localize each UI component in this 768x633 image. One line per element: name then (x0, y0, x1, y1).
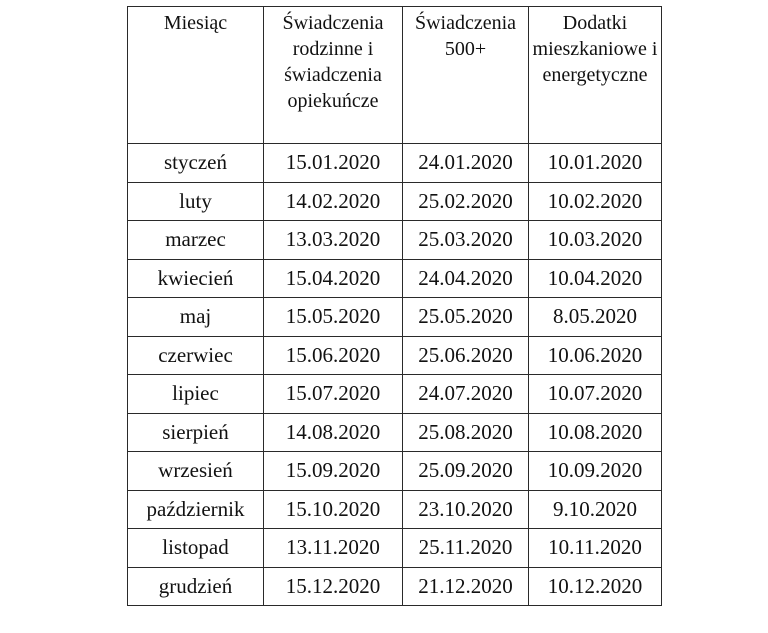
cell-family-benefits-date: 14.02.2020 (264, 182, 403, 221)
header-family-benefits (264, 7, 403, 144)
cell-housing-date: 10.07.2020 (529, 375, 662, 414)
cell-500-plus-date: 25.11.2020 (403, 529, 529, 568)
cell-month: kwiecień (128, 259, 264, 298)
cell-500-plus-date: 25.05.2020 (403, 298, 529, 337)
cell-housing-date: 10.02.2020 (529, 182, 662, 221)
cell-housing-date: 9.10.2020 (529, 490, 662, 529)
cell-housing-date: 10.04.2020 (529, 259, 662, 298)
cell-month: wrzesień (128, 452, 264, 491)
cell-500-plus-date: 24.07.2020 (403, 375, 529, 414)
cell-500-plus-date: 23.10.2020 (403, 490, 529, 529)
cell-month: maj (128, 298, 264, 337)
cell-month: luty (128, 182, 264, 221)
cell-month: październik (128, 490, 264, 529)
table-row (128, 529, 662, 568)
table-row (128, 298, 662, 337)
cell-family-benefits-date: 13.11.2020 (264, 529, 403, 568)
cell-family-benefits-date: 15.05.2020 (264, 298, 403, 337)
table-row (128, 182, 662, 221)
cell-housing-date: 10.03.2020 (529, 221, 662, 260)
cell-housing-date: 10.06.2020 (529, 336, 662, 375)
header-month-label: Miesiąc (163, 12, 228, 34)
cell-family-benefits-date: 15.04.2020 (264, 259, 403, 298)
table-row (128, 567, 662, 606)
cell-family-benefits-date: 15.12.2020 (264, 567, 403, 606)
header-500-plus-label: Świadczenia 500+ (414, 12, 517, 60)
table-row (128, 144, 662, 183)
cell-family-benefits-date: 13.03.2020 (264, 221, 403, 260)
table-row (128, 336, 662, 375)
cell-500-plus-date: 25.06.2020 (403, 336, 529, 375)
table-row (128, 413, 662, 452)
cell-family-benefits-date: 15.01.2020 (264, 144, 403, 183)
cell-housing-date: 10.12.2020 (529, 567, 662, 606)
cell-housing-date: 10.09.2020 (529, 452, 662, 491)
cell-family-benefits-date: 15.06.2020 (264, 336, 403, 375)
header-family-benefits-label: Świadczenia rodzinne i świadczenia opiekuńcze (282, 12, 384, 112)
cell-month: listopad (128, 529, 264, 568)
cell-housing-date: 10.08.2020 (529, 413, 662, 452)
table-row (128, 221, 662, 260)
cell-month: marzec (128, 221, 264, 260)
cell-500-plus-date: 24.04.2020 (403, 259, 529, 298)
table-row (128, 490, 662, 529)
cell-housing-date: 8.05.2020 (529, 298, 662, 337)
cell-month: grudzień (128, 567, 264, 606)
cell-500-plus-date: 24.01.2020 (403, 144, 529, 183)
cell-housing-date: 10.01.2020 (529, 144, 662, 183)
header-500-plus (403, 7, 529, 144)
cell-500-plus-date: 25.08.2020 (403, 413, 529, 452)
cell-family-benefits-date: 15.10.2020 (264, 490, 403, 529)
payment-schedule-table (127, 6, 662, 606)
cell-500-plus-date: 25.02.2020 (403, 182, 529, 221)
cell-family-benefits-date: 15.09.2020 (264, 452, 403, 491)
cell-family-benefits-date: 15.07.2020 (264, 375, 403, 414)
table-row (128, 375, 662, 414)
cell-family-benefits-date: 14.08.2020 (264, 413, 403, 452)
cell-month: lipiec (128, 375, 264, 414)
cell-500-plus-date: 21.12.2020 (403, 567, 529, 606)
cell-month: czerwiec (128, 336, 264, 375)
cell-housing-date: 10.11.2020 (529, 529, 662, 568)
table-row (128, 452, 662, 491)
header-housing-allowances (529, 7, 662, 144)
payment-schedule-container (127, 6, 661, 606)
table-row (128, 259, 662, 298)
header-row (128, 7, 662, 144)
header-month (128, 7, 264, 144)
cell-500-plus-date: 25.09.2020 (403, 452, 529, 491)
cell-month: sierpień (128, 413, 264, 452)
cell-500-plus-date: 25.03.2020 (403, 221, 529, 260)
header-housing-allowances-label: Dodatki mieszkaniowe i energetyczne (532, 12, 658, 86)
cell-month: styczeń (128, 144, 264, 183)
